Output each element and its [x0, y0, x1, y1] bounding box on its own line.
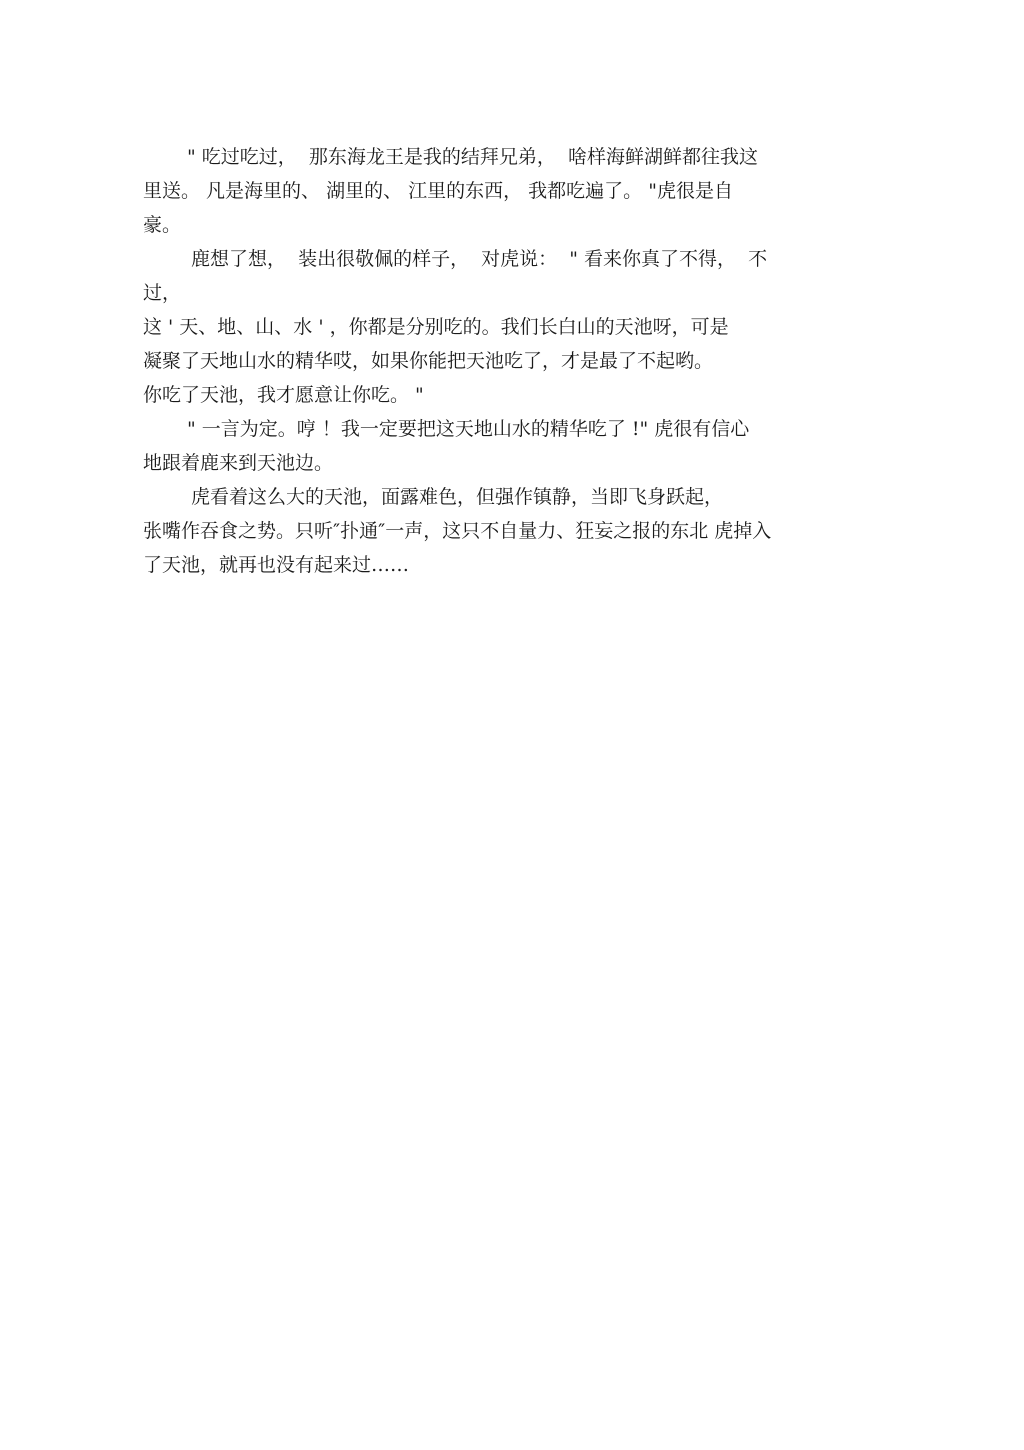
text-line: 鹿想了想， 装出很敬佩的样子， 对虎说： " 看来你真了不得， 不	[191, 248, 768, 270]
text-line: 豪。	[143, 214, 182, 236]
text-line: 凝聚了天地山水的精华哎，如果你能把天池吃了，才是最了不起哟。	[143, 350, 714, 372]
text-line: 你吃了天池，我才愿意让你吃。 "	[143, 384, 424, 406]
text-line: 过，	[143, 282, 182, 304]
story-text	[143, 140, 883, 582]
text-line: 里送。 凡是海里的、 湖里的、 江里的东西， 我都吃遍了。 "虎很是自	[143, 180, 733, 202]
text-line: 张嘴作吞食之势。只听″扑通″一声，这只不自量力、狂妄之报的东北 虎掉入	[143, 520, 772, 542]
text-line: " 一言为定。哼 ！我一定要把这天地山水的精华吃了 !" 虎很有信心	[187, 418, 750, 440]
text-line: 虎看着这么大的天池，面露难色，但强作镇静，当即飞身跃起，	[191, 486, 724, 508]
text-line: 了天池，就再也没有起来过……	[143, 554, 410, 576]
text-line: 地跟着鹿来到天池边。	[143, 452, 334, 474]
text-line: " 吃过吃过， 那东海龙王是我的结拜兄弟， 啥样海鲜湖鲜都往我这	[187, 146, 758, 168]
text-line: 这 ' 天、地、山、水 ' ，你都是分别吃的。我们长白山的天池呀，可是	[143, 316, 729, 338]
